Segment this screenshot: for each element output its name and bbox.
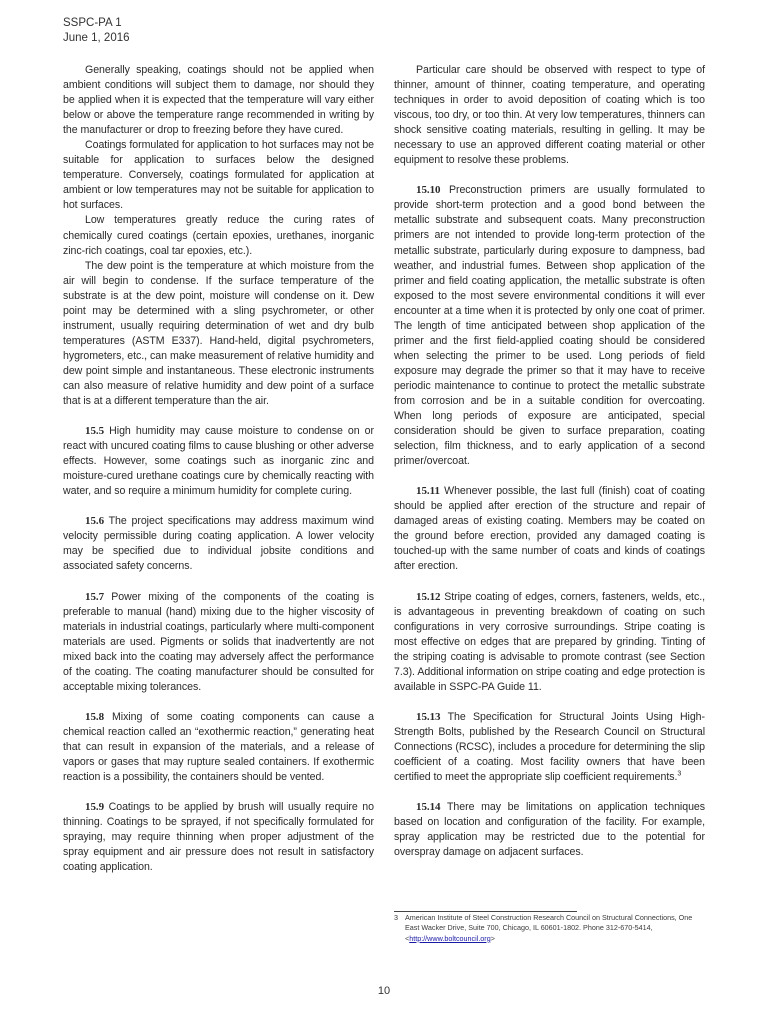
section-15-10 <box>394 183 705 469</box>
left-column <box>63 63 374 875</box>
section-text: The Specification for Structural Joints Using High-Strength Bolts, published by the Research Council on Structural Connections (RCSC), includes a procedure for determining the slip coefficient of a coating. Most facility owners that have been certified to meet the appropriate slip coefficient requirements. <box>394 710 706 784</box>
section-text: Whenever possible, the last full (finish) coat of coating should be applied after erection of the structure and repair of damaged areas of existing coating. Members may be coated on the ground before erection, provided any damaged coating is touched-up with the same number of coats and kinds of coatings after erection. <box>394 485 705 573</box>
footnote-text: American Institute of Steel Construction Research Council on Structural Connections, One East Wacker Drive, Suite 700, Chicago, IL 60601-1802. Phone 312-670-5414, < <box>405 913 693 943</box>
section-15-5 <box>63 424 374 499</box>
page-number: 10 <box>377 985 391 997</box>
footnote-link[interactable]: http://www.boltcouncil.org <box>409 933 491 943</box>
footnote-divider <box>394 911 577 912</box>
section-text: Stripe coating of edges, corners, fasteners, welds, etc., is advantageous in preventing breakdown of coating on such configurations in very corrosive surroundings. Stripe coating is most effective on edges that are prepared by grinding. Tinting of the striping coating is advisable to promote contrast (see Section 7.3). Additional information on stripe coating and edge protection is available in SSPC-PA Guide 11. <box>394 590 705 693</box>
section-number: 15.10 <box>416 184 441 197</box>
section-15-11 <box>394 484 705 574</box>
section-15-6 <box>63 514 374 574</box>
section-15-8 <box>63 710 374 785</box>
section-number: 15.8 <box>85 710 105 723</box>
paragraph-low-temperatures: Low temperatures greatly reduce the curing rates of chemically cured coatings (certain epoxies, urethanes, inorganic zinc-rich coatings, coal tar epoxies, etc.). <box>63 214 374 257</box>
paragraph-dew-point: The dew point is the temperature at which moisture from the air will begin to condense. If the surface temperature of the substrate is at the dew point, moisture will condense on it. Dew point may be determined with a sling psychrometer, or other instrument, usually requiring determination of wet and dry bulb temperatures (ASTM E337). Hand-held, digital psychrometers, hygrometers, etc., can make measurement of relative humidity and dew point simple and instantaneous. These electronic instruments can also measure of relative humidity and dew point of a surface that is at a different temperature than the air. <box>63 259 374 408</box>
section-text: The project specifications may address maximum wind velocity permissible during coating application. A lower velocity may be specified due to individual jobsite conditions and associated safety concerns. <box>63 515 375 573</box>
section-text: There may be limitations on application techniques based on location and configuration of the facility. For example, spray application may be restricted due to the potential for overspray damage on adjacent surfaces. <box>394 801 706 859</box>
section-15-9 <box>63 800 374 875</box>
paragraph-ambient-conditions: Generally speaking, coatings should not be applied when ambient conditions will subject them to damage, nor should they be applied when it is expected that the temperature will vary either below or above the temperature range recommended in writing by the manufacturer or drop to freezing before they have cured. <box>63 64 374 137</box>
footnote-mark: 3 <box>394 913 398 922</box>
footnote <box>394 913 712 944</box>
section-number: 15.12 <box>416 590 441 603</box>
section-number: 15.13 <box>416 710 441 723</box>
section-text: Preconstruction primers are usually formulated to provide short-term protection and a good bond between the metallic substrate and subsequent coats. Many preconstruction primers are not intended to provide long-term protection of the metallic substrate, particularly during exposure to dampness, bad weather, and industrial fumes. Between shop application of the primer and field coating application, the metallic substrate is often exposed to the most severe environmental conditions it will ever encounter at a time when it is protected by only one coat of primer. The length of time anticipated between shop application of the primer and the first field-applied coating should be considered when selecting the primer to be used. Long periods of field exposure may degrade the primer so that it may have to receive periodic maintenance to continue to protect the metallic substrate from corrosion and be in a suitable condition for overcoating. When long periods of exposure are anticipated, special consideration should be given to surface preparation, coating selection, film thickness, and to early application of a second primer/overcoat. <box>394 184 705 468</box>
section-15-7 <box>63 590 374 695</box>
footnote-reference: 3 <box>677 770 682 778</box>
section-number: 15.11 <box>416 485 440 498</box>
section-text: Mixing of some coating components can cause a chemical reaction called an “exothermic reaction,” generating heat that can result in expansion of the materials, and a release of vapors or gases that may rupture sealed containers. If exothermic reaction is a possibility, the containers should be vented. <box>63 710 374 784</box>
section-text: Coatings to be applied by brush will usually require no thinning. Coatings to be sprayed, if not specifically formulated for spraying, may require thinning when proper adjustment of the spray equipment and air pressure does not result in satisfactory coating application. <box>63 801 374 874</box>
section-text: High humidity may cause moisture to condense on or react with uncured coating films to cause blushing or other adverse effects. However, some coatings such as inorganic zinc and moisture-cured urethane coatings cure by chemically reacting with water, and so require a minimum humidity for complete curing. <box>63 425 374 498</box>
document-id: SSPC-PA 1 <box>63 17 122 29</box>
section-number: 15.9 <box>85 801 105 814</box>
section-text: Power mixing of the components of the coating is preferable to manual (hand) mixing due to the higher viscosity of materials in industrial coatings, particularly where multi-component materials are used. Pigments or solids that inadvertently are not mixed back into the coating may adversely affect the performance of the coating. The coating manufacturer should be consulted for acceptable mixing tolerances. <box>63 590 374 693</box>
paragraph-thinner-care: Particular care should be observed with respect to type of thinner, amount of thinner, coating temperature, and operating techniques in order to avoid deposition of coating which is too viscous, too dry, or too thin. At very low temperatures, thinners can shock sensitive coating materials, resulting in gelling. It may be necessary to use an approved different coating material or other equipment to resolve these problems. <box>394 64 705 167</box>
section-number: 15.6 <box>85 515 105 528</box>
document-date: June 1, 2016 <box>63 32 130 44</box>
section-15-13 <box>394 710 705 785</box>
section-number: 15.7 <box>85 590 105 603</box>
section-number: 15.14 <box>416 801 441 814</box>
footnote-close: > <box>490 933 495 943</box>
section-number: 15.5 <box>85 425 105 438</box>
footnote-body <box>405 913 708 944</box>
page-header <box>63 16 130 46</box>
right-column <box>394 63 705 860</box>
paragraph-hot-surfaces: Coatings formulated for application to hot surfaces may not be suitable for application to surfaces below the designed temperature. Conversely, coatings formulated for application at ambient or low temperatures may not be suitable for application to hot surfaces. <box>63 139 374 212</box>
section-15-14 <box>394 800 705 860</box>
section-15-12 <box>394 590 705 695</box>
